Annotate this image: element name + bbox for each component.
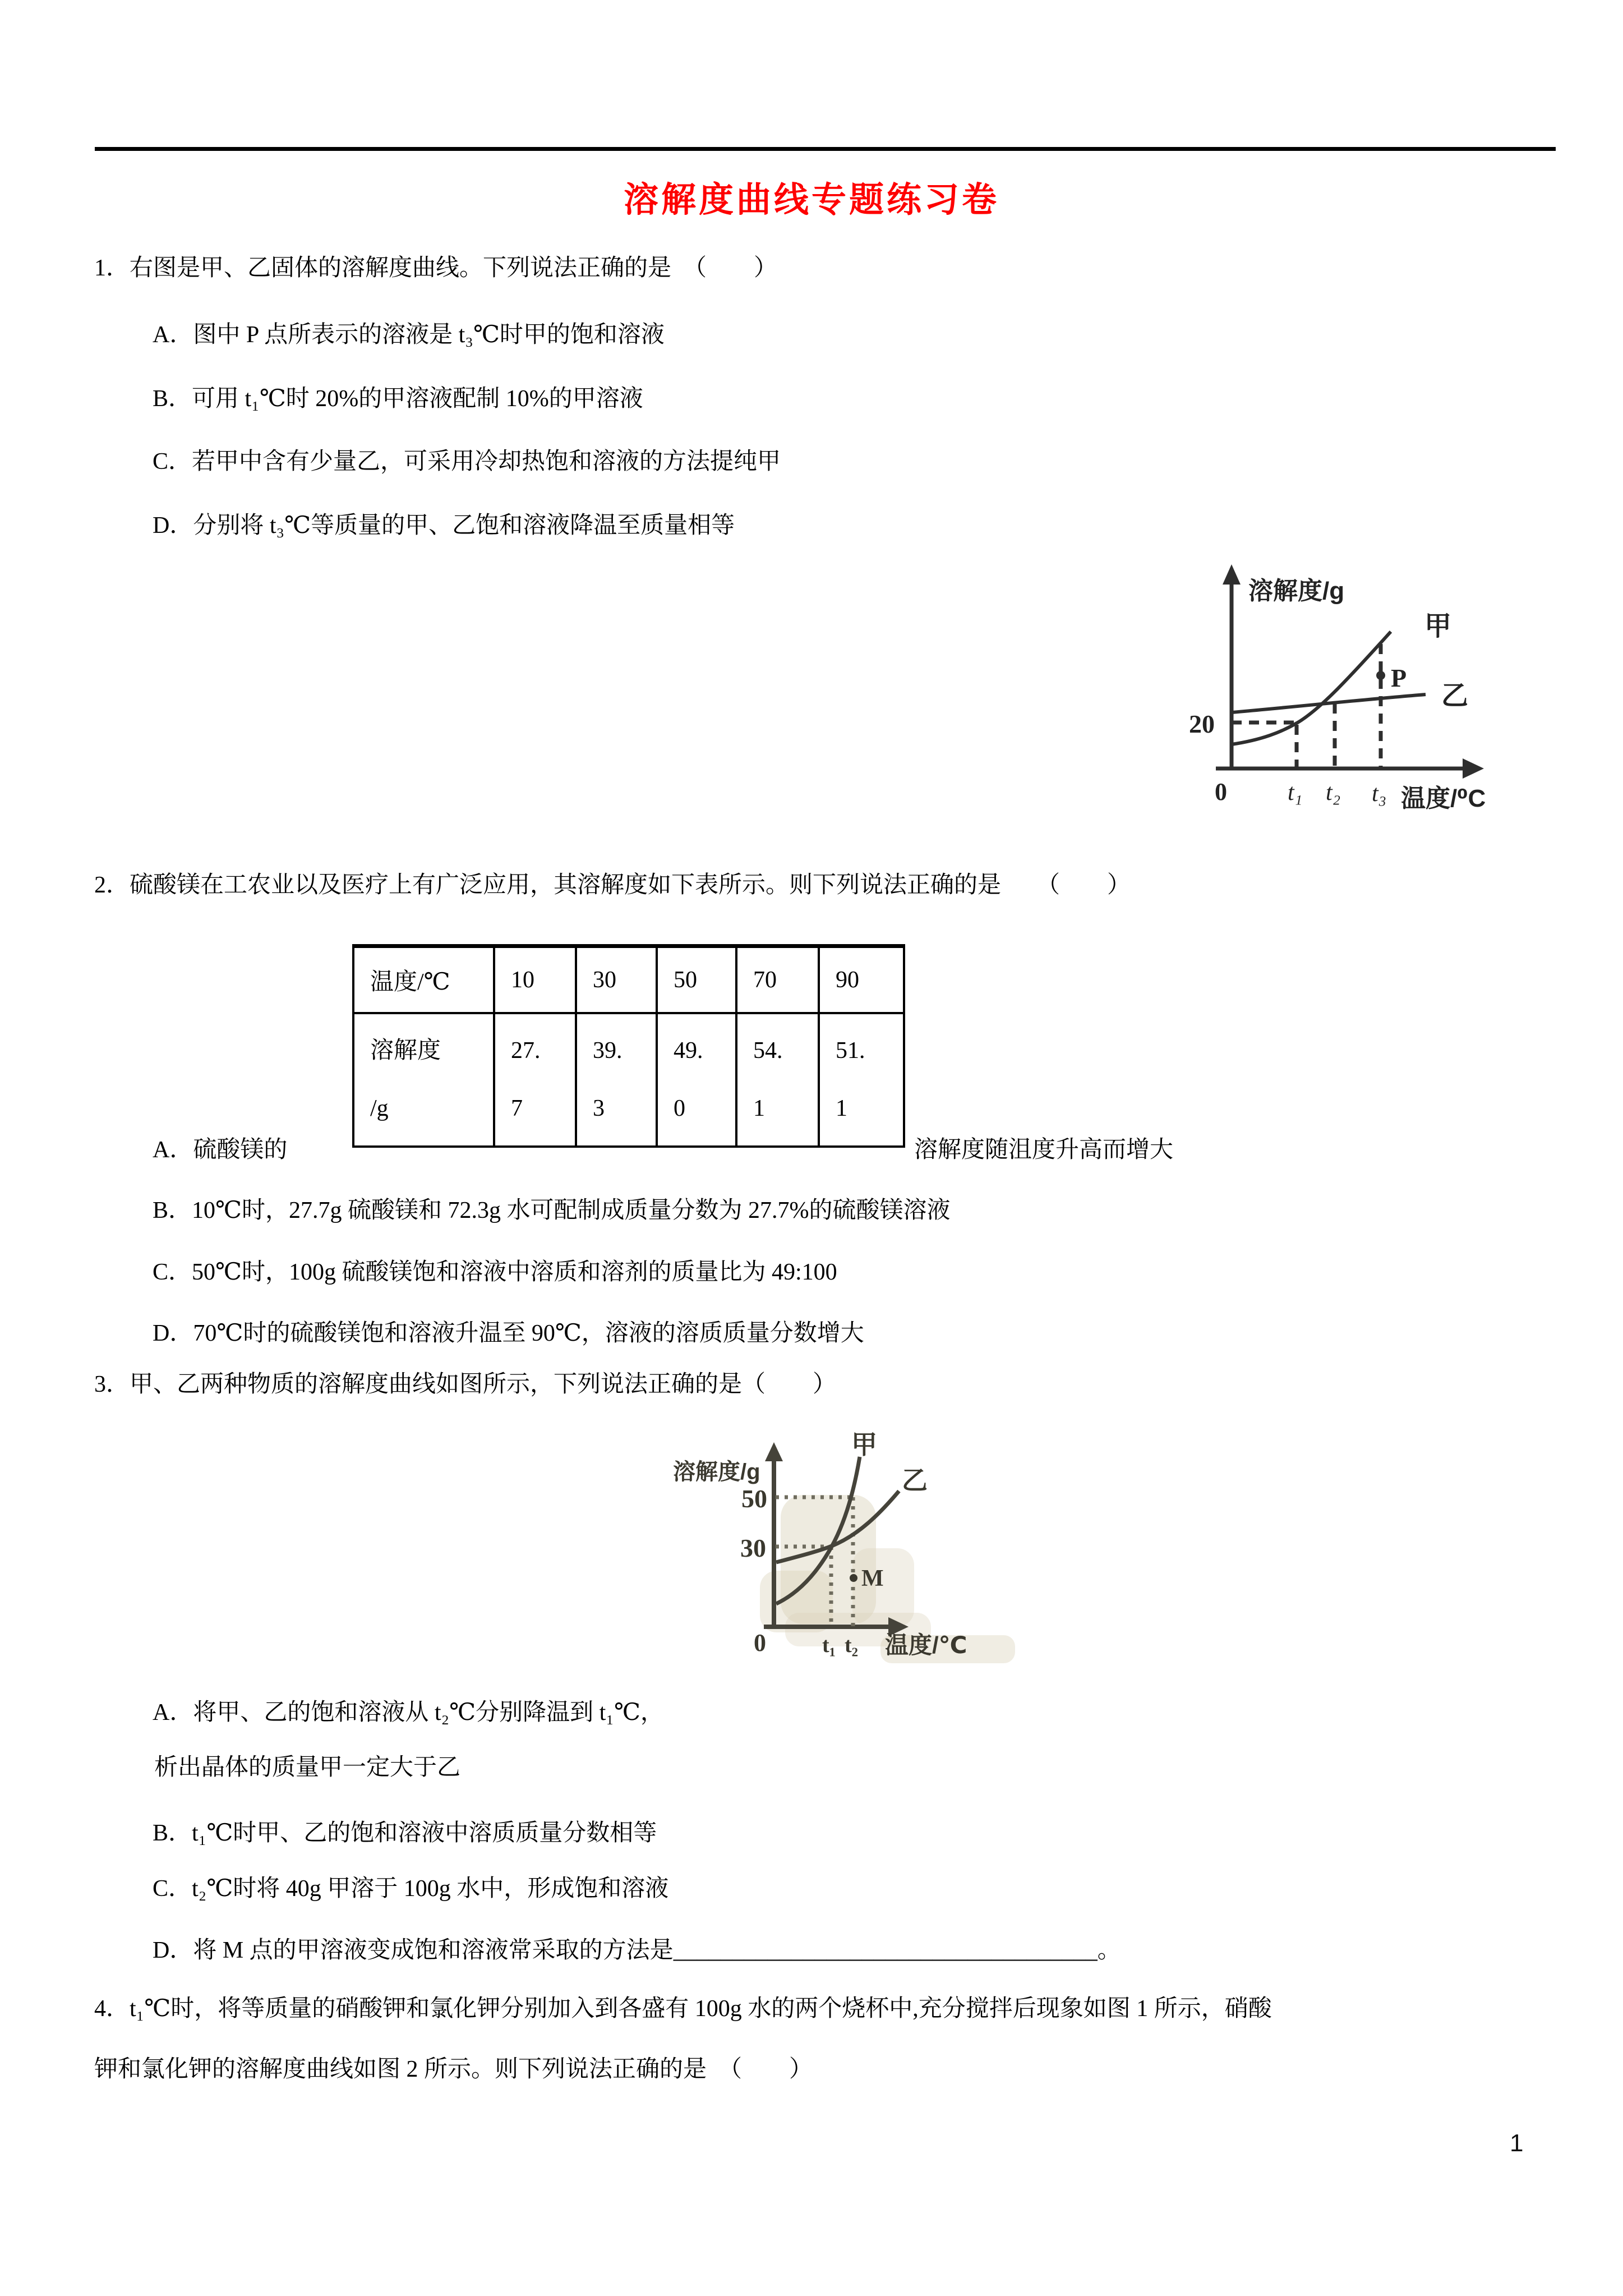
q3-option-d-blank: ____________________________________ — [673, 1938, 1098, 1963]
q3-option-d-period: 。 — [1097, 1938, 1121, 1963]
q1-graph-tick-t3: t₃ — [1372, 781, 1387, 807]
table-cell: 30 — [576, 946, 657, 1014]
q3-graph-tick-t2: t₂ — [845, 1634, 859, 1657]
q3-option-d — [153, 1936, 1121, 1964]
q3-graph-y-label: 溶解度/g — [673, 1460, 760, 1484]
q1-graph-x-arrow-icon — [1463, 758, 1484, 779]
q3-option-b: B．t₁℃时甲、乙的饱和溶液中溶质质量分数相等 — [153, 1820, 657, 1846]
q3-graph-tick-30: 30 — [740, 1534, 766, 1562]
page-title: 溶解度曲线专题练习卷 — [623, 181, 999, 219]
q3-option-d-text: D．将 M 点的甲溶液变成饱和溶液常采取的方法是 — [153, 1938, 674, 1963]
q3-graph-x-label: 温度/℃ — [885, 1632, 967, 1658]
q1-graph-tick-20: 20 — [1189, 710, 1215, 738]
table-row-solubility — [353, 1013, 904, 1147]
table-cell: 90 — [819, 946, 904, 1014]
q1-graph-tick-t2: t₂ — [1326, 780, 1341, 806]
q3-solubility-graph — [617, 1428, 1043, 1697]
table-cell: 溶解度 /g — [353, 1013, 494, 1147]
q3-option-a-line1: A．将甲、乙的饱和溶液从 t₂℃分别降温到 t₁℃， — [153, 1700, 664, 1726]
table-cell: 39. 3 — [576, 1013, 657, 1147]
table-cell: 49. 0 — [657, 1013, 736, 1147]
q4-line1: 4．t₁℃时，将等质量的硝酸钾和氯化钾分别加入到各盛有 100g 水的两个烧杯中,充分搅拌后现象如图 1 所示，硝酸 — [94, 1996, 1272, 2022]
q1-graph-x-label: 温度/⁰C — [1401, 785, 1486, 812]
q2-option-a-right: 溶解度随沮度升高而增大 — [914, 1137, 1174, 1163]
table-cell: 50 — [657, 946, 736, 1014]
q2-option-d: D．70℃时的硫酸镁饱和溶液升温至 90℃，溶液的溶质质量分数增大 — [153, 1320, 864, 1346]
q2-stem: 2．硫酸镁在工农业以及医疗上有广泛应用，其溶解度如下表所示。则下列说法正确的是 （ ） — [94, 872, 1131, 898]
q3-curve-jia-label: 甲 — [851, 1430, 877, 1459]
q1-graph-tick-t1: t₁ — [1288, 780, 1303, 806]
q2-option-c: C．50℃时，100g 硫酸镁饱和溶液中溶质和溶剂的质量比为 49:100 — [153, 1259, 837, 1285]
q1-solubility-graph — [1178, 550, 1615, 841]
q1-point-p-label: P — [1391, 664, 1407, 692]
q1-graph-y-arrow-icon — [1223, 564, 1241, 585]
q3-point-m-label: M — [861, 1566, 884, 1591]
q3-option-c: C．t₂℃时将 40g 甲溶于 100g 水中，形成饱和溶液 — [153, 1876, 669, 1902]
q3-option-a-line2: 析出晶体的质量甲一定大于乙 — [154, 1755, 461, 1780]
q1-graph-origin: 0 — [1215, 778, 1227, 806]
q3-graph-tick-50: 50 — [741, 1484, 767, 1513]
q1-option-c: C．若甲中含有少量乙，可采用冷却热饱和溶液的方法提纯甲 — [153, 449, 781, 475]
q1-curve-jia — [1232, 632, 1391, 744]
table-cell: 27. 7 — [494, 1013, 576, 1147]
q2-option-b: B．10℃时，27.7g 硫酸镁和 72.3g 水可配制成质量分数为 27.7%的硫酸镁溶液 — [153, 1198, 951, 1223]
table-cell: 70 — [736, 946, 819, 1014]
q1-stem: 1．右图是甲、乙固体的溶解度曲线。下列说法正确的是 （ ） — [94, 255, 778, 281]
q3-curve-yi-label: 乙 — [902, 1466, 928, 1495]
q1-point-p-dot — [1376, 671, 1385, 680]
q1-option-b: B．可用 t₁℃时 20%的甲溶液配制 10%的甲溶液 — [153, 386, 643, 412]
table-cell: 54. 1 — [736, 1013, 819, 1147]
q1-option-a: A．图中 P 点所表示的溶液是 t₃℃时甲的饱和溶液 — [153, 322, 665, 348]
table-row-temperature — [353, 946, 904, 1014]
page-number: 1 — [1510, 2129, 1524, 2157]
table-cell: 温度/℃ — [353, 946, 494, 1014]
q2-option-a-left: A．硫酸镁的 — [153, 1137, 288, 1163]
table-cell: 51. 1 — [819, 1013, 904, 1147]
header-rule — [95, 147, 1556, 151]
q1-graph-y-label: 溶解度/g — [1248, 577, 1345, 605]
q1-curve-jia-label: 甲 — [1424, 611, 1452, 641]
q2-solubility-table — [352, 944, 905, 1148]
q3-stem: 3．甲、乙两种物质的溶解度曲线如图所示，下列说法正确的是（ ） — [94, 1372, 837, 1397]
q3-point-m-dot — [850, 1574, 857, 1582]
q1-curve-yi-label: 乙 — [1441, 681, 1469, 711]
table-cell: 10 — [494, 946, 576, 1014]
q3-graph-tick-t1: t₁ — [822, 1634, 836, 1657]
q3-graph-origin: 0 — [754, 1629, 766, 1657]
q3-graph-y-arrow-icon — [765, 1442, 783, 1461]
q4-line2: 钾和氯化钾的溶解度曲线如图 2 所示。则下列说法正确的是 （ ） — [94, 2056, 813, 2082]
q1-option-d: D．分别将 t₃℃等质量的甲、乙饱和溶液降温至质量相等 — [153, 513, 735, 539]
